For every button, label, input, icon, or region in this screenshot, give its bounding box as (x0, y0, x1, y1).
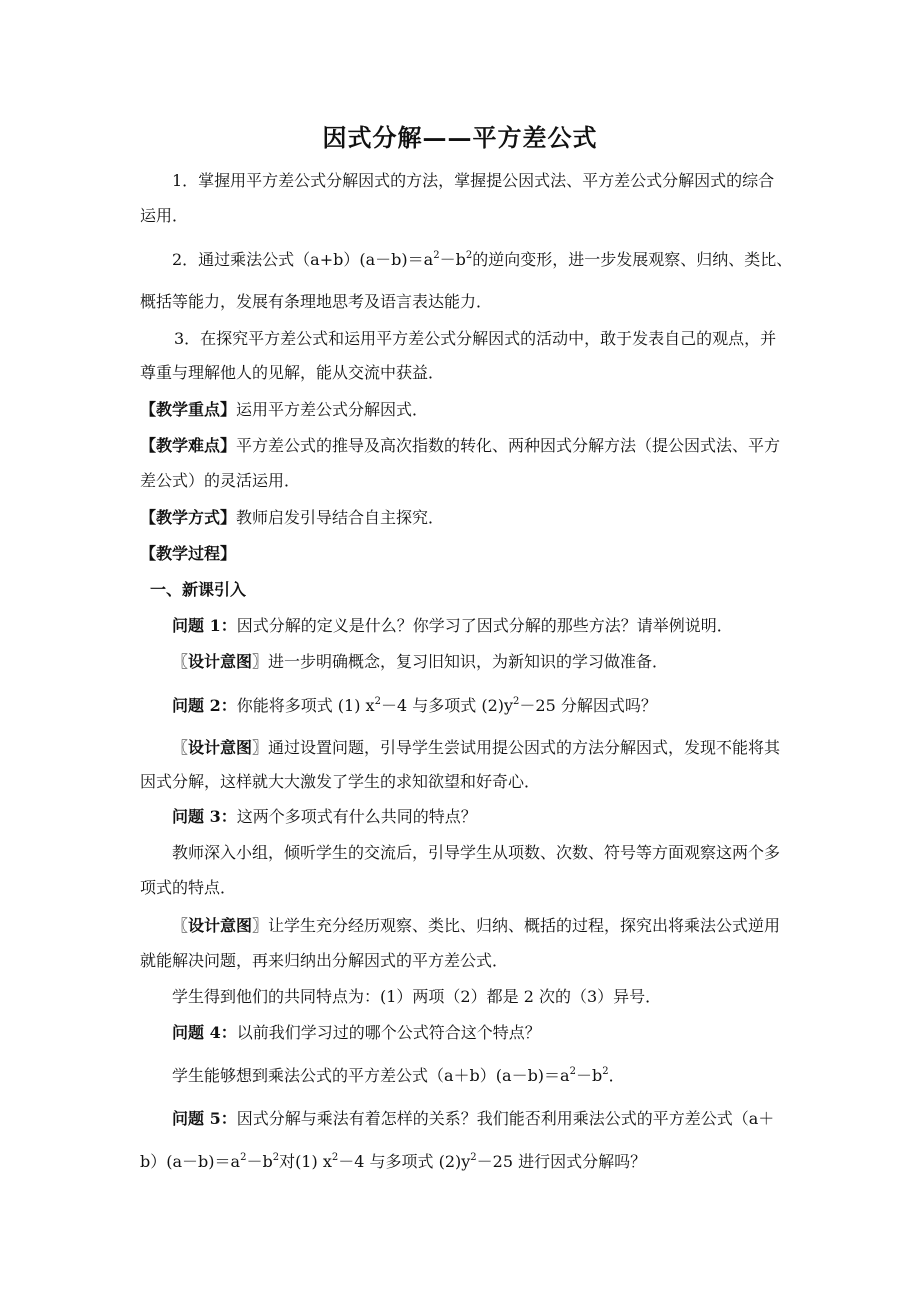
objective-2-line-2: 概括等能力，发展有条理地思考及语言表达能力． (140, 292, 493, 311)
exponent: 2 (374, 696, 381, 707)
exponent: 2 (433, 250, 440, 261)
objective-2-line-1 (172, 250, 792, 270)
question-5-text: 因式分解与乘法有着怎样的关系？我们能否利用乘法公式的平方差公式（a＋ (236, 1109, 775, 1128)
difficulty-line-2: 差公式）的灵活运用． (140, 471, 301, 490)
difficulty-text: 平方差公式的推导及高次指数的转化、两种因式分解方法（提公因式法、平方 (236, 436, 781, 455)
exponent: 2 (272, 1152, 280, 1163)
bracket-close: 〗 (252, 652, 269, 671)
question-5-line-2 (140, 1152, 646, 1172)
question-2-text-post: －25 分解因式吗？ (519, 696, 657, 715)
objective-1-line-1: 1．掌握用平方差公式分解因式的方法，掌握提公因式法、平方差公式分解因式的综合 (172, 171, 775, 190)
objective-1-line-2: 运用． (140, 206, 189, 225)
question-3-label: 问题 3： (172, 807, 237, 826)
page-title: 因式分解——平方差公式 (322, 123, 598, 152)
teacher-line-1: 教师深入小组，倾听学生的交流后，引导学生从项数、次数、符号等方面观察这两个多 (172, 843, 781, 862)
difficulty-line-1 (140, 436, 780, 456)
question-1-label: 问题 1： (172, 616, 237, 635)
design-intent-label: 设计意图 (188, 916, 253, 935)
question-4-label: 问题 4： (172, 1023, 237, 1042)
difficulty-label: 【教学难点】 (140, 436, 237, 455)
teaching-method (140, 508, 444, 528)
exponent: 2 (240, 1152, 247, 1163)
exponent: 2 (513, 696, 520, 707)
question-5-text-mid: 对(1) x (279, 1152, 332, 1171)
exponent: 2 (569, 1066, 576, 1077)
question-4-text: 以前我们学习过的哪个公式符合这个特点？ (236, 1023, 541, 1042)
objective-3-line-2: 尊重与理解他人的见解，能从交流中获益． (140, 363, 445, 382)
question-2 (172, 696, 657, 716)
key-point-label: 【教学重点】 (140, 400, 237, 419)
bracket-close: 〗 (252, 738, 269, 757)
question-3-text: 这两个多项式有什么共同的特点？ (236, 807, 477, 826)
key-point-text: 运用平方差公式分解因式． (236, 400, 429, 419)
process-heading: 【教学过程】 (140, 544, 237, 563)
objective-2-text-pre: 2．通过乘法公式（a+b）(a－b)＝a (172, 250, 434, 269)
question-5-text-mid: －b (246, 1152, 273, 1171)
design-intent-3-line-2: 就能解决问题，再来归纳出分解因式的平方差公式． (140, 951, 509, 970)
objective-3-line-1: 3．在探究平方差公式和运用平方差公式分解因式的活动中，敢于发表自己的观点，并 (174, 329, 777, 348)
answer-4-text-post: ． (608, 1066, 625, 1085)
objective-2-text-mid: －b (439, 250, 466, 269)
students-observation: 学生得到他们的共同特点为：(1）两项（2）都是 2 次的（3）异号． (172, 987, 662, 1006)
exponent: 2 (331, 1152, 339, 1163)
question-3 (172, 807, 477, 827)
section-heading: 一、新课引入 (150, 580, 247, 599)
bracket-close: 〗 (252, 916, 269, 935)
design-intent-label: 设计意图 (188, 652, 253, 671)
design-intent-2-line-1 (172, 738, 780, 758)
design-intent-label: 设计意图 (188, 738, 253, 757)
teacher-line-2: 项式的特点． (140, 878, 237, 897)
question-5-text-post: －25 进行因式分解吗？ (476, 1152, 647, 1171)
exponent: 2 (602, 1066, 609, 1077)
method-label: 【教学方式】 (140, 508, 237, 527)
objective-2-text-post: 的逆向变形，进一步发展观察、归纳、类比、 (472, 250, 793, 269)
question-5-label: 问题 5： (172, 1109, 237, 1128)
design-intent-text: 通过设置问题，引导学生尝试用提公因式的方法分解因式，发现不能将其 (268, 738, 781, 757)
question-5-text-mid: －4 与多项式 (2)y (338, 1152, 471, 1171)
exponent: 2 (465, 250, 473, 261)
question-2-text-pre: 你能将多项式 (1) x (236, 696, 375, 715)
question-1 (172, 616, 733, 636)
question-2-text-mid: －4 与多项式 (2)y (380, 696, 514, 715)
bracket-open: 〖 (172, 652, 189, 671)
design-intent-3-line-1 (172, 916, 780, 936)
question-2-label: 问题 2： (172, 696, 237, 715)
question-4 (172, 1023, 541, 1043)
answer-4-text-pre: 学生能够想到乘法公式的平方差公式（a＋b）(a－b)＝a (172, 1066, 570, 1085)
key-point (140, 400, 428, 420)
answer-4-text-mid: －b (575, 1066, 603, 1085)
design-intent-text: 让学生充分经历观察、类比、归纳、概括的过程，探究出将乘法公式逆用 (268, 916, 781, 935)
method-text: 教师启发引导结合自主探究． (236, 508, 445, 527)
question-5-line-1 (172, 1109, 774, 1129)
answer-4 (172, 1066, 625, 1086)
bracket-open: 〖 (172, 916, 189, 935)
design-intent-2-line-2: 因式分解，这样就大大激发了学生的求知欲望和好奇心． (140, 772, 541, 791)
design-intent-text: 进一步明确概念，复习旧知识，为新知识的学习做准备． (268, 652, 669, 671)
exponent: 2 (470, 1152, 477, 1163)
question-1-text: 因式分解的定义是什么？你学习了因式分解的那些方法？请举例说明． (236, 616, 733, 635)
design-intent-1 (172, 652, 668, 672)
question-5-text-pre: b）(a－b)＝a (140, 1152, 241, 1171)
bracket-open: 〖 (172, 738, 189, 757)
